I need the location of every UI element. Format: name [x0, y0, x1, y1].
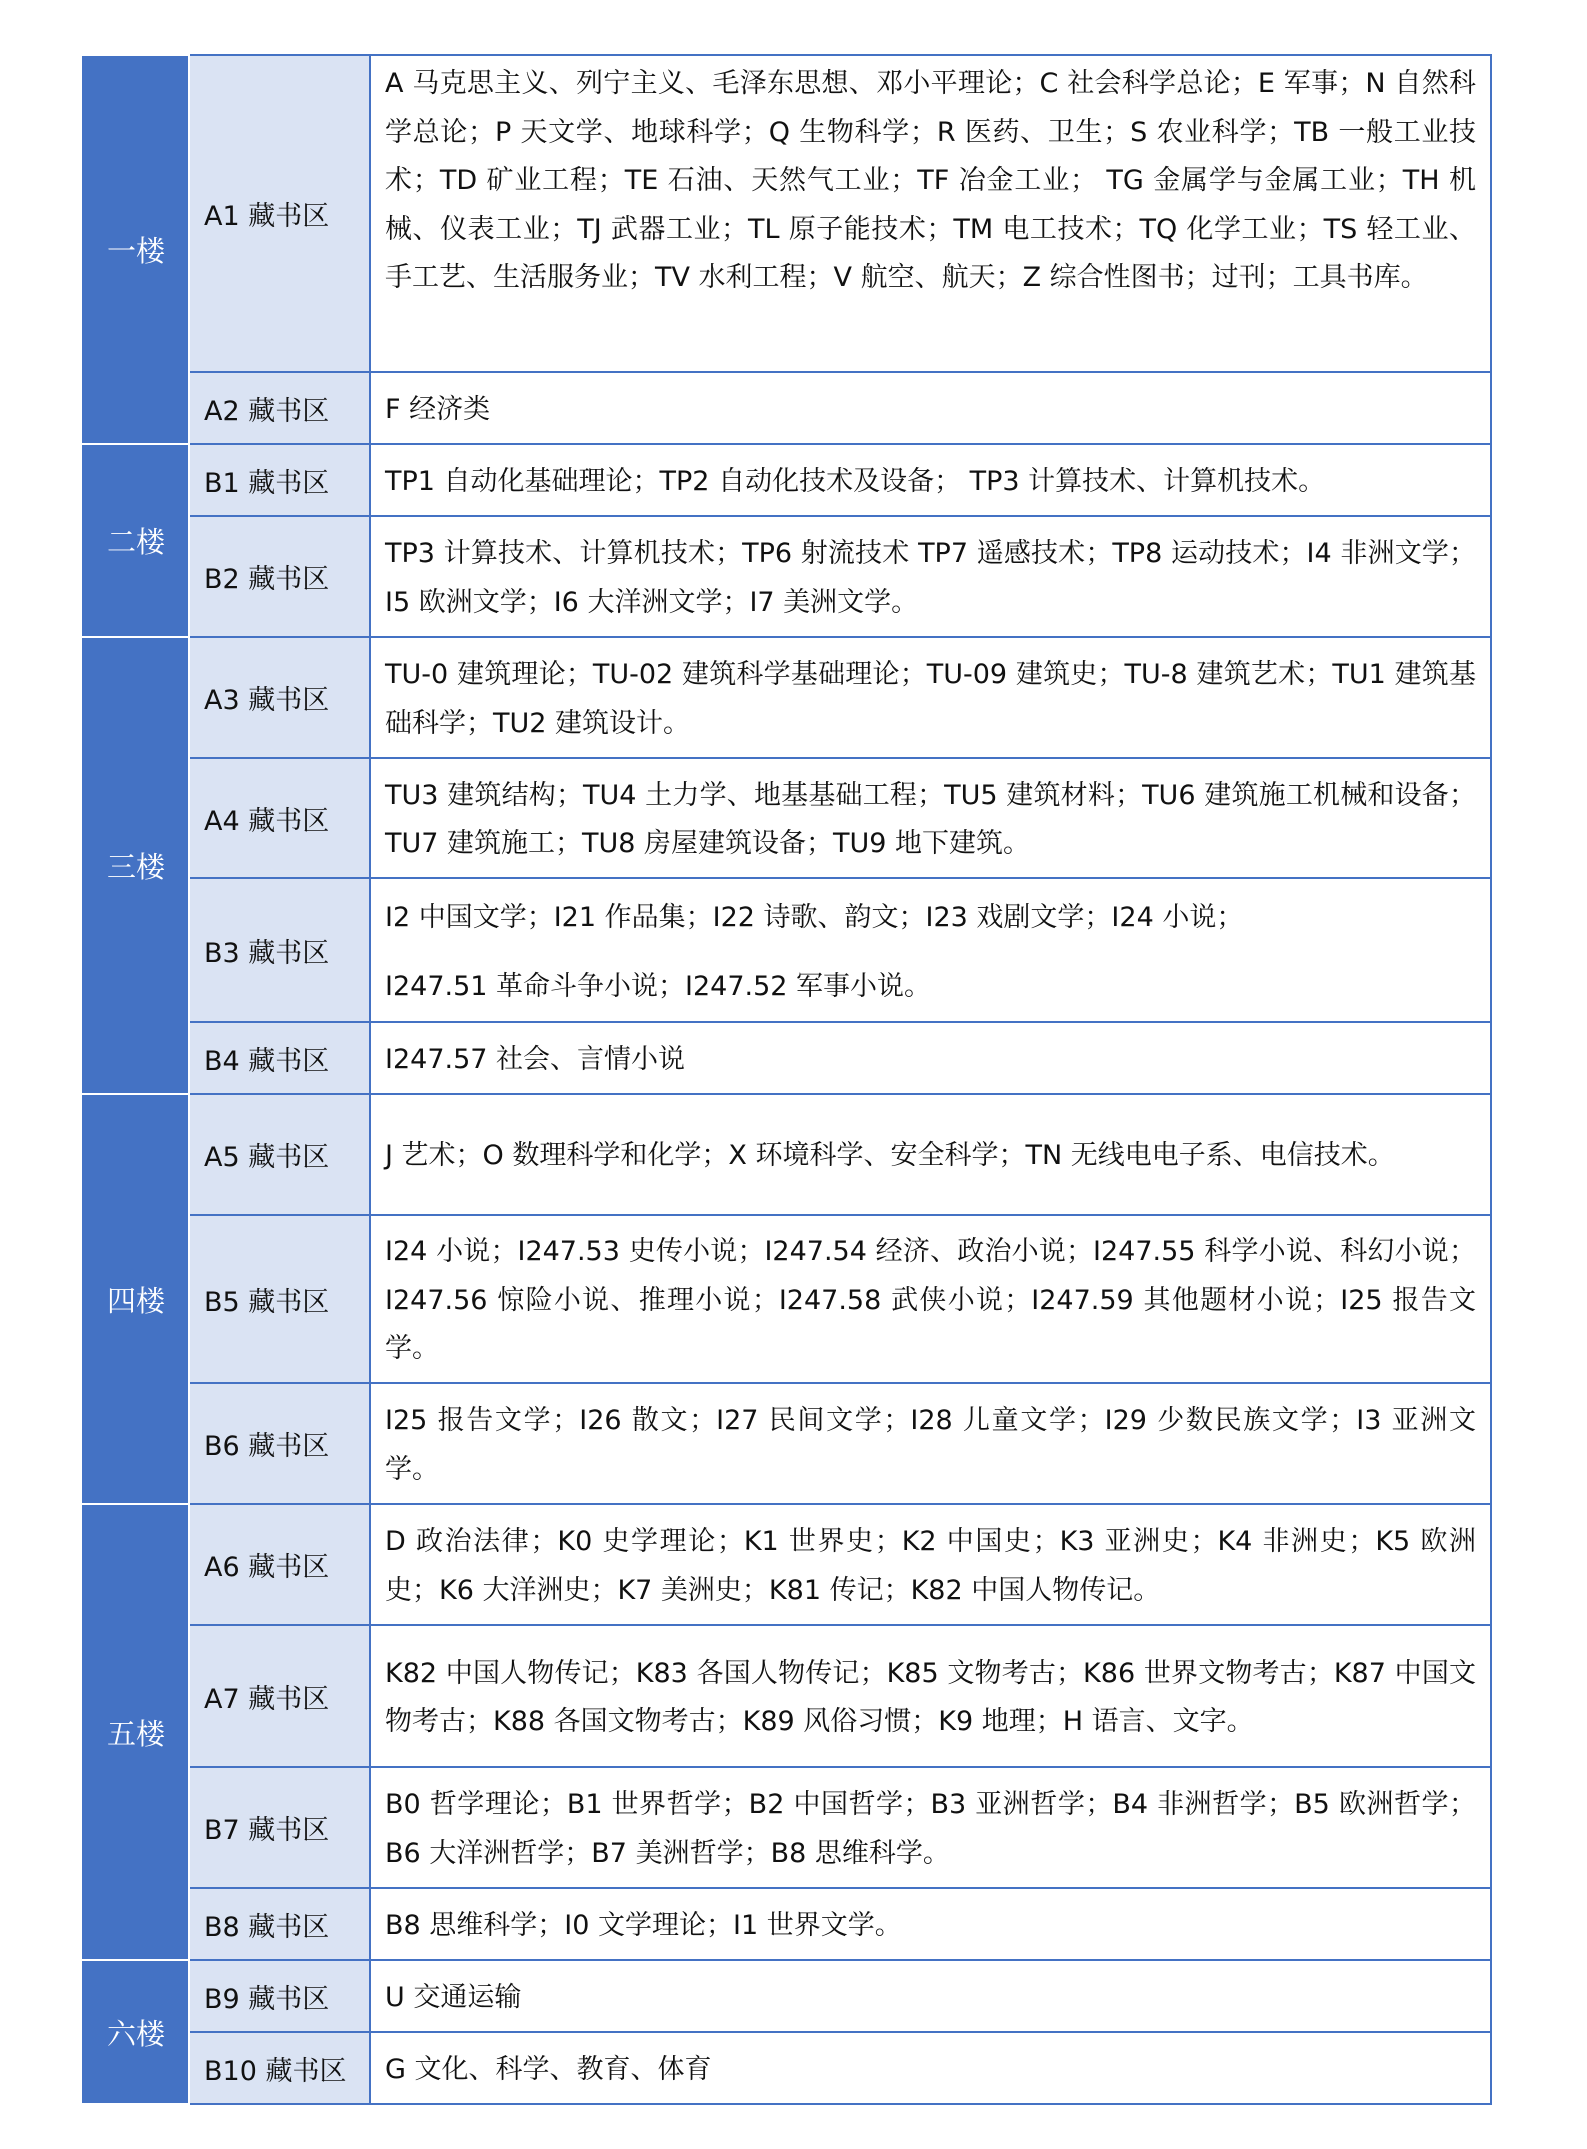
categories-text: B8 思维科学；I0 文学理论；I1 世界文学。: [370, 1888, 1491, 1960]
categories-text: F 经济类: [370, 372, 1491, 444]
categories-text: A 马克思主义、列宁主义、毛泽东思想、邓小平理论；C 社会科学总论；E 军事；N 自然科学总论；P 天文学、地球科学；Q 生物科学；R 医药、卫生；S 农业科学；TB 一般工业技术；TD 矿业工程；TE 石油、天然气工业；TF 冶金工业； TG 金属学与金属工业；TH 机械、仪表工业；TJ 武器工业；TL 原子能技术；TM 电工技术；TQ 化学工业；TS 轻工业、手工艺、生活服务业；TV 水利工程；V 航空、航天；Z 综合性图书；过刊；工具书库。: [370, 55, 1491, 372]
categories-text: [370, 878, 1491, 1022]
table-row: [83, 637, 1491, 758]
floor-cell-2: 二楼: [83, 444, 189, 637]
zone-label: B2 藏书区: [189, 516, 370, 637]
categories-text: I24 小说；I247.53 史传小说；I247.54 经济、政治小说；I247.55 科学小说、科幻小说；I247.56 惊险小说、推理小说；I247.58 武侠小说；I247.59 其他题材小说；I25 报告文学。: [370, 1215, 1491, 1383]
categories-text: TU-0 建筑理论；TU-02 建筑科学基础理论；TU-09 建筑史；TU-8 建筑艺术；TU1 建筑基础科学；TU2 建筑设计。: [370, 637, 1491, 758]
table-row: [83, 1383, 1491, 1504]
zone-label: B5 藏书区: [189, 1215, 370, 1383]
zone-label: A1 藏书区: [189, 55, 370, 372]
table-row: [83, 1888, 1491, 1960]
categories-text: TP3 计算技术、计算机技术；TP6 射流技术 TP7 遥感技术；TP8 运动技术；I4 非洲文学；I5 欧洲文学；I6 大洋洲文学；I7 美洲文学。: [370, 516, 1491, 637]
table-row: [83, 1215, 1491, 1383]
table-row: [83, 2032, 1491, 2104]
zone-label: A7 藏书区: [189, 1625, 370, 1767]
zone-label: A5 藏书区: [189, 1094, 370, 1215]
zone-label: B7 藏书区: [189, 1767, 370, 1888]
table-row: [83, 1022, 1491, 1094]
categories-text: B0 哲学理论；B1 世界哲学；B2 中国哲学；B3 亚洲哲学；B4 非洲哲学；B5 欧洲哲学；B6 大洋洲哲学；B7 美洲哲学；B8 思维科学。: [370, 1767, 1491, 1888]
categories-text: D 政治法律；K0 史学理论；K1 世界史；K2 中国史；K3 亚洲史；K4 非洲史；K5 欧洲史；K6 大洋洲史；K7 美洲史；K81 传记；K82 中国人物传记。: [370, 1504, 1491, 1625]
zone-label: B9 藏书区: [189, 1960, 370, 2032]
floor-cell-6: 六楼: [83, 1960, 189, 2104]
table-row: [83, 1504, 1491, 1625]
zone-label: B3 藏书区: [189, 878, 370, 1022]
zone-label: A2 藏书区: [189, 372, 370, 444]
categories-text: J 艺术；O 数理科学和化学；X 环境科学、安全科学；TN 无线电电子系、电信技术。: [370, 1094, 1491, 1215]
floor-cell-4: 四楼: [83, 1094, 189, 1504]
table-row: [83, 444, 1491, 516]
categories-line: I247.51 革命斗争小说；I247.52 军事小说。: [385, 971, 932, 1002]
zone-label: A3 藏书区: [189, 637, 370, 758]
table-row: [83, 372, 1491, 444]
collection-table: [82, 54, 1492, 2105]
categories-line: I2 中国文学；I21 作品集；I22 诗歌、韵文；I23 戏剧文学；I24 小说；: [385, 902, 1244, 933]
categories-text: TU3 建筑结构；TU4 土力学、地基基础工程；TU5 建筑材料；TU6 建筑施工机械和设备；TU7 建筑施工；TU8 房屋建筑设备；TU9 地下建筑。: [370, 758, 1491, 878]
table-row: [83, 1960, 1491, 2032]
categories-text: I247.57 社会、言情小说: [370, 1022, 1491, 1094]
categories-text: G 文化、科学、教育、体育: [370, 2032, 1491, 2104]
categories-text: U 交通运输: [370, 1960, 1491, 2032]
zone-label: A6 藏书区: [189, 1504, 370, 1625]
zone-label: B1 藏书区: [189, 444, 370, 516]
table-row: [83, 55, 1491, 372]
table-row: [83, 1094, 1491, 1215]
table-row: [83, 878, 1491, 1022]
zone-label: A4 藏书区: [189, 758, 370, 878]
categories-text: I25 报告文学；I26 散文；I27 民间文学；I28 儿童文学；I29 少数民族文学；I3 亚洲文学。: [370, 1383, 1491, 1504]
table-row: [83, 758, 1491, 878]
floor-cell-3: 三楼: [83, 637, 189, 1094]
zone-label: B10 藏书区: [189, 2032, 370, 2104]
table-row: [83, 516, 1491, 637]
categories-text: K82 中国人物传记；K83 各国人物传记；K85 文物考古；K86 世界文物考古；K87 中国文物考古；K88 各国文物考古；K89 风俗习惯；K9 地理；H 语言、文字。: [370, 1625, 1491, 1767]
zone-label: B4 藏书区: [189, 1022, 370, 1094]
floor-cell-5: 五楼: [83, 1504, 189, 1960]
categories-text: TP1 自动化基础理论；TP2 自动化技术及设备； TP3 计算技术、计算机技术。: [370, 444, 1491, 516]
floor-cell-1: 一楼: [83, 55, 189, 444]
zone-label: B6 藏书区: [189, 1383, 370, 1504]
table-row: [83, 1625, 1491, 1767]
zone-label: B8 藏书区: [189, 1888, 370, 1960]
table-row: [83, 1767, 1491, 1888]
